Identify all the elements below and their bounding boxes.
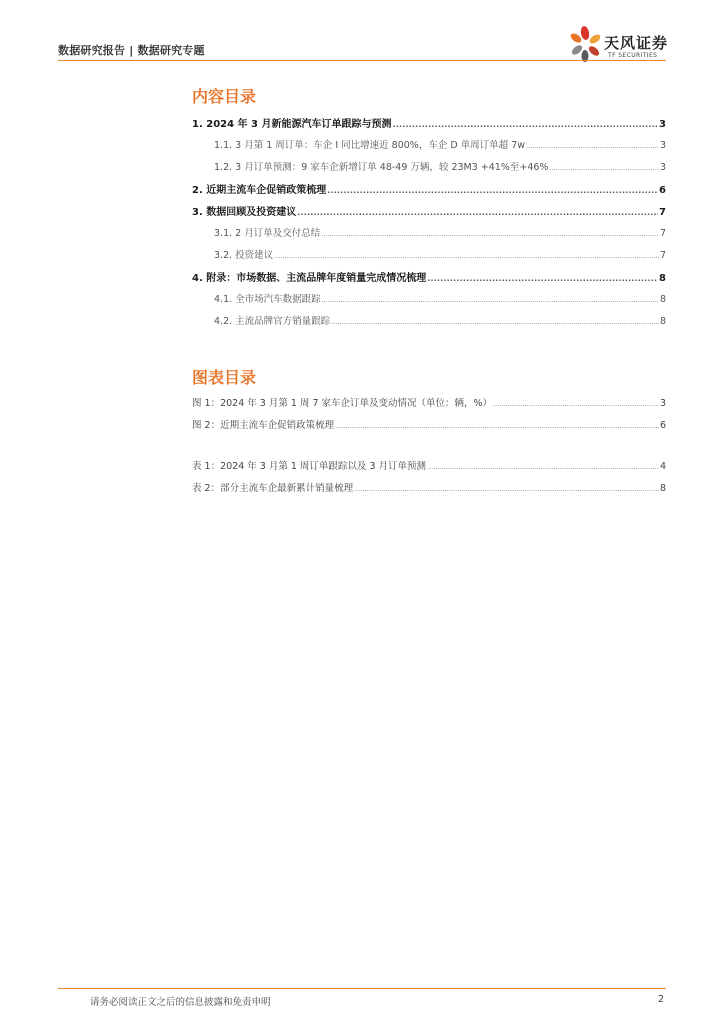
- toc-item-3[interactable]: 3. 数据回顾及投资建议 ..... 7: [192, 203, 666, 217]
- logo-english-name: TF SECURITIES: [608, 52, 658, 59]
- toc-item-1-1[interactable]: 1.1. 3 月第 1 周订单：车企 I 同比增速近 800%，车企 D 单周订单超 7w ..... 3: [214, 137, 666, 151]
- footer-disclaimer: 请务必阅读正文之后的信息披露和免责申明: [90, 997, 271, 1008]
- report-category: 数据研究报告 | 数据研究专题: [58, 44, 205, 57]
- company-logo: [568, 24, 668, 64]
- figures-title: 图表目录: [192, 368, 257, 387]
- toc-item-4-2[interactable]: 4.2. 主流品牌官方销量跟踪 ..... 8: [214, 313, 666, 327]
- toc-item-2[interactable]: 2. 近期主流车企促销政策梳理 ..... 6: [192, 181, 666, 195]
- toc-item-1-2[interactable]: 1.2. 3 月订单预测：9 家车企新增订单 48-49 万辆，较 23M3 +41%至+46% ..... 3: [214, 159, 666, 173]
- toc-item-4[interactable]: 4. 附录：市场数据、主流品牌年度销量完成情况梳理 ..... 8: [192, 269, 666, 283]
- figure-item-2[interactable]: 图 2：近期主流车企促销政策梳理 ..... 6: [192, 417, 666, 431]
- toc-leader: [327, 186, 658, 195]
- flower-logo-icon: [568, 24, 604, 64]
- toc-item-3-1[interactable]: 3.1. 2 月订单及交付总结 ..... 7: [214, 225, 666, 239]
- toc-item-4-1[interactable]: 4.1. 全市场汽车数据跟踪 ..... 8: [214, 291, 666, 305]
- toc-leader: [526, 143, 659, 150]
- toc-leader: [274, 253, 659, 260]
- table-item-1[interactable]: 表 1：2024 年 3 月第 1 周订单跟踪以及 3 月订单预测 ..... 4: [192, 458, 666, 472]
- toc-leader: [549, 165, 659, 172]
- toc-leader: [335, 423, 659, 430]
- toc-leader: [322, 297, 659, 304]
- toc-leader: [427, 274, 658, 283]
- page-number: 2: [657, 994, 664, 1005]
- toc-leader: [354, 486, 659, 493]
- toc-leader: [493, 401, 659, 408]
- footer-divider: [58, 988, 666, 989]
- figure-item-1[interactable]: 图 1：2024 年 3 月第 1 周 7 家车企订单及变动情况（单位：辆，%） ..... 3: [192, 395, 666, 409]
- header-divider: [58, 60, 666, 61]
- toc-leader: [321, 231, 659, 238]
- toc-leader: [427, 464, 659, 471]
- toc-leader: [331, 319, 659, 326]
- toc-title: 内容目录: [192, 87, 257, 106]
- toc-item-3-2[interactable]: 3.2. 投资建议 ..... 7: [214, 247, 666, 261]
- toc-leader: [392, 120, 658, 129]
- table-item-2[interactable]: 表 2：部分主流车企最新累计销量梳理 ..... 8: [192, 480, 666, 494]
- logo-chinese-name: 天风证券: [604, 34, 669, 52]
- toc-leader: [297, 208, 658, 217]
- toc-item-1[interactable]: 1. 2024 年 3 月新能源汽车订单跟踪与预测 ..... 3: [192, 115, 666, 129]
